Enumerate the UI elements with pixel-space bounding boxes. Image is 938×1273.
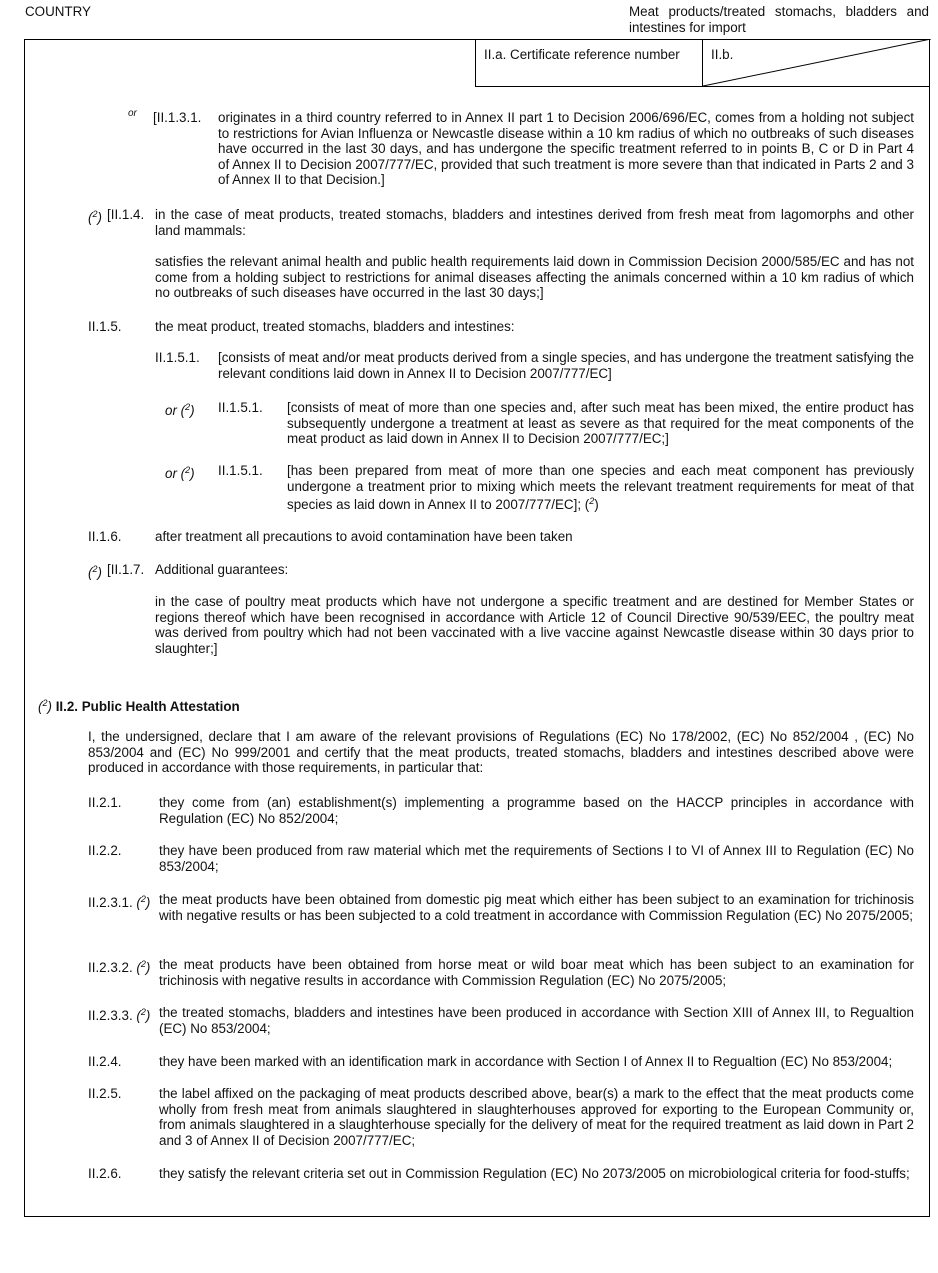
item-label: II.1.5. bbox=[88, 319, 122, 334]
item-subtext: in the case of poultry meat products which have not undergone a specific treatment and are destined for Member States or regions thereof which have been recognised in accordance with Article 12 of Council Directive 90/539/EEC, the poultry meat was derived from poultry which had not been vaccinated with a live vaccine against Newcastle disease within 30 days prior to slaughter;] bbox=[155, 594, 914, 656]
footnote-ref: ($^2$) bbox=[88, 564, 102, 580]
item-text: Additional guarantees: bbox=[155, 562, 289, 577]
item-label: II.1.5.1. bbox=[155, 350, 200, 365]
country-label: COUNTRY bbox=[25, 4, 91, 19]
diagonal-strike bbox=[703, 39, 931, 86]
item-text: the treated stomachs, bladders and intestines have been produced in accordance with Section XIII of Annex III, to Regualtion (EC) No 853/2004; bbox=[159, 1005, 914, 1036]
item-text: in the case of meat products, treated stomachs, bladders and intestines derived from fresh meat from lagomorphs and other land mammals: bbox=[155, 207, 914, 238]
item-label: II.2.5. bbox=[88, 1086, 122, 1101]
item-subtext: satisfies the relevant animal health and public health requirements laid down in Commission Decision 2000/585/EC and has not come from a holding subject to restrictions for animal diseases affecting the animals concerned within a 10 km radius of which no outbreaks of such diseases have occurred in the last 30 days;] bbox=[155, 254, 914, 301]
reference-b-cell bbox=[703, 39, 931, 86]
item-text: the meat product, treated stomachs, bladders and intestines: bbox=[155, 319, 515, 334]
item-text: originates in a third country referred to in Annex II part 1 to Decision 2006/696/EC, comes from a holding not subject to restrictions for Avian Influenza or Newcastle disease within a 10 km radius of which no outbreaks of such diseases have occurred in the last 30 days, and has undergone the specific treatment referred to in points B, C or D in Part 4 of Annex II to Decision 2007/777/EC, provided that such treatment is more severe than that indicated in Parts 2 and 3 of Annex II to that Decision.] bbox=[218, 110, 914, 188]
item-text: they come from (an) establishment(s) implementing a programme based on the HACCP principles in accordance with Regulation (EC) No 852/2004; bbox=[159, 795, 914, 826]
item-label: II.2.3.2. ($^2$) bbox=[88, 959, 151, 975]
attestation-intro: I, the undersigned, declare that I am aware of the relevant provisions of Regulations (EC) No 178/2002, (EC) No 852/2004 , (EC) No 853/2004 and (EC) No 999/2001 and certify that the meat products, treated stomachs, bladders and intestines described above were produced in accordance with those requirements, in particular that: bbox=[88, 729, 914, 776]
item-label: [II.1.3.1. bbox=[153, 110, 202, 125]
item-label: [II.1.7. bbox=[107, 562, 145, 577]
or-marker: or bbox=[128, 108, 137, 119]
item-label: II.2.3.3. ($^2$) bbox=[88, 1007, 151, 1023]
item-text: the label affixed on the packaging of meat products described above, bear(s) a mark to the effect that the meat products come wholly from fresh meat from animals slaughtered in slaughterhouses approved for exporting to the European Community or, from animals slaughtered in a slaughterhouse specially for the delivery of meat for the required treatment as laid down in Part 2 and 3 of Annex II of Decision 2007/777/EC; bbox=[159, 1086, 914, 1148]
section-heading: ($^2$) II.2. Public Health Attestation bbox=[38, 698, 240, 714]
item-label: II.2.2. bbox=[88, 843, 122, 858]
or-footnote-ref: or ($^2$) bbox=[165, 402, 195, 418]
item-text: after treatment all precautions to avoid contamination have been taken bbox=[155, 529, 573, 544]
or-footnote-ref: or ($^2$) bbox=[165, 465, 195, 481]
item-text: they have been marked with an identification mark in accordance with Section I of Annex II to Regualtion (EC) No 853/2004; bbox=[159, 1054, 893, 1069]
item-text: the meat products have been obtained from domestic pig meat which either has been subject to an examination for trichinosis with negative results or has been subjected to a cold treatment in accordance with Commission Regulation (EC) No 2075/2005; bbox=[159, 892, 914, 923]
certificate-reference-number-cell: II.a. Certificate reference number bbox=[476, 39, 703, 86]
item-text: [consists of meat and/or meat products derived from a single species, and has undergone the treatment satisfying the relevant conditions laid down in Annex II to Decision 2007/777/EC] bbox=[218, 350, 914, 381]
reference-b-label: II.b. bbox=[711, 47, 734, 62]
item-text: [consists of meat of more than one species and, after such meat has been mixed, the entire product has subsequently undergone a treatment at least as severe as that required for the meat components of the meat product as laid down in Annex II to Decision 2007/777/EC;] bbox=[287, 400, 914, 447]
reference-box bbox=[475, 39, 930, 87]
item-text: the meat products have been obtained from horse meat or wild boar meat which has been subject to an examination for trichinosis with negative results in accordance with Commission Regulation (EC) No 2075/2005; bbox=[159, 957, 914, 988]
footnote-ref: ($^2$) bbox=[88, 209, 102, 225]
product-title: Meat products/treated stomachs, bladders and intestines for import bbox=[629, 4, 929, 35]
item-label: II.1.5.1. bbox=[218, 400, 263, 415]
item-label: II.2.4. bbox=[88, 1054, 122, 1069]
item-label: II.2.6. bbox=[88, 1166, 122, 1181]
item-label: II.2.1. bbox=[88, 795, 122, 810]
item-label: II.1.5.1. bbox=[218, 463, 263, 478]
item-label: II.1.6. bbox=[88, 529, 122, 544]
item-text: they have been produced from raw material which met the requirements of Sections I to VI of Annex III to Regulation (EC) No 853/2004; bbox=[159, 843, 914, 874]
item-text: [has been prepared from meat of more than one species and each meat component has previously undergone a treatment prior to mixing which meets the relevant treatment requirements for meat of that species as laid down in Annex II to 2007/777/EC]; ($^2$) bbox=[287, 463, 914, 513]
item-label: II.2.3.1. ($^2$) bbox=[88, 894, 151, 910]
item-text: they satisfy the relevant criteria set out in Commission Regulation (EC) No 2073/2005 on microbiological criteria for food-stuffs; bbox=[159, 1166, 910, 1181]
item-label: [II.1.4. bbox=[107, 207, 145, 222]
